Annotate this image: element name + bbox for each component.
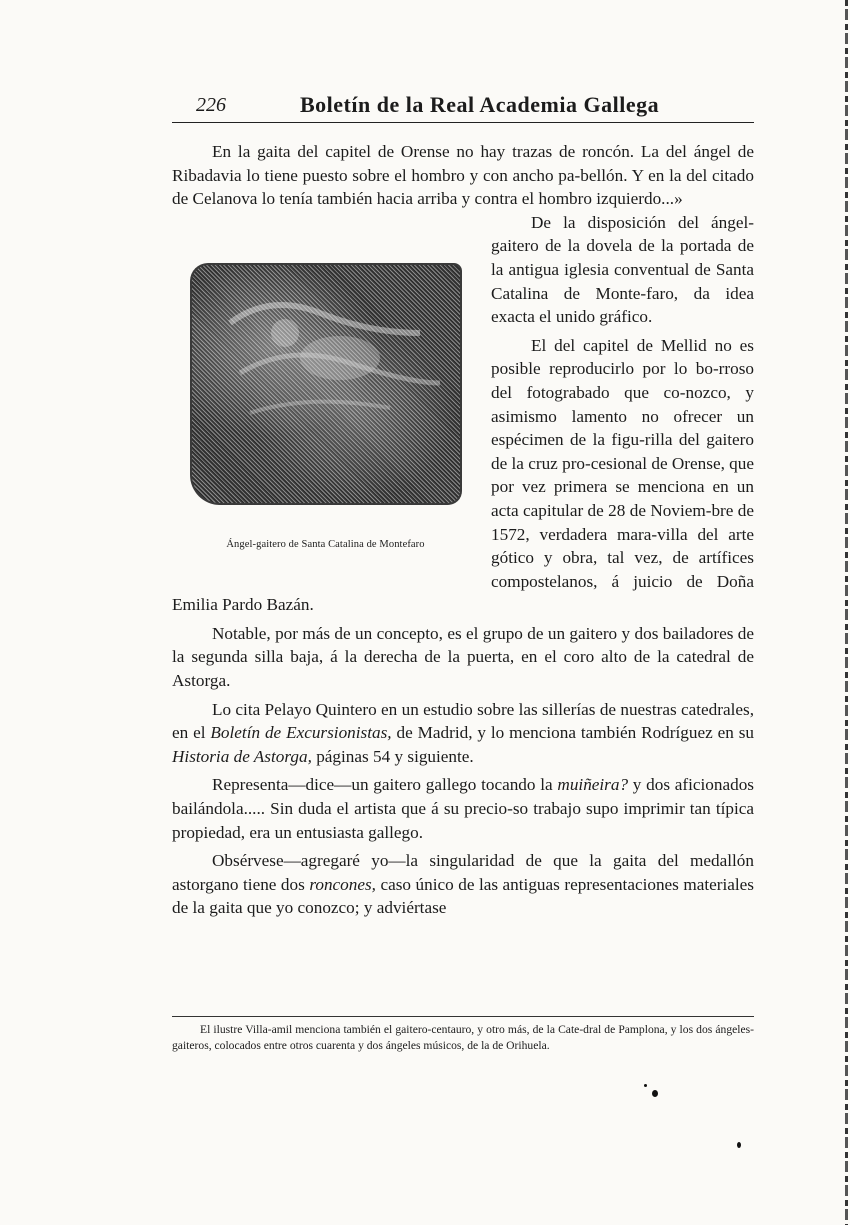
- historia-astorga-title: Historia de Astorga,: [172, 746, 312, 766]
- engraving-detail: [190, 263, 462, 505]
- paragraph-7-part-a: Obsérvese—agregaré yo—la singularidad de que la gaita del medallón astorgano tiene dos: [172, 851, 754, 894]
- paragraph-6: [172, 773, 754, 844]
- header-rule: [172, 122, 754, 123]
- paragraph-1: En la gaita del capitel de Orense no hay trazas de roncón. La del ángel de Ribadavia lo tiene puesto sobre el hombro y con ancho pa-bellón. Y en la del citado de Celanova lo tenía también hacia arriba y contra el hombro izquierdo...»: [172, 142, 754, 209]
- boletin-excursionistas-title: Boletín de Excursionistas,: [210, 723, 392, 743]
- footnote: El ilustre Villa-amil menciona también el gaitero-centauro, y otro más, de la Cate-dral de Pamplona, y los dos ángeles-gaiteros, colocados entre otros cuarenta y dos ángeles músicos, de la de Orihuela.: [172, 1023, 754, 1053]
- paragraph-7-part-c: caso único de las antiguas representaciones materiales de la gaita que yo conozco; y adviértase: [172, 874, 754, 918]
- page-header: [172, 92, 754, 122]
- paragraph-5-part-e: páginas 54 y siguiente.: [311, 746, 474, 766]
- footnote-rule: [172, 1016, 754, 1017]
- paragraph-6-part-a: Representa—dice—un gaitero gallego tocando la: [212, 775, 558, 795]
- ink-speck: [652, 1090, 658, 1097]
- paragraph-5: [172, 698, 754, 769]
- paragraph-7: [172, 849, 754, 920]
- page-edge: [845, 0, 848, 1225]
- figure-caption: Ángel-gaitero de Santa Catalina de Montefaro: [226, 538, 425, 550]
- running-title: Boletín de la Real Academia Gallega: [300, 92, 660, 117]
- paragraph-5-part-c: de Madrid, y lo menciona también Rodríguez en su: [391, 723, 754, 743]
- figure: [168, 211, 483, 573]
- ink-speck: [644, 1084, 647, 1087]
- paragraph-3: El del capitel de Mellid no es posible reproducirlo por lo bo-rroso del fotograbado que co-nozco, y asimismo lamento no ofrecer un espécimen de la figu-rilla del gaitero de la cruz pro-cesional de Orense, que por vez primera se menciona en un acta capitular de 28 de Noviem-bre de 1572, verdadera mara-villa del arte gótico y obra, tal vez, de artífices compostelanos, á juicio de Doña Emilia Pardo Bazán.: [172, 335, 754, 615]
- engraving-image: [190, 263, 462, 505]
- paragraph-6-part-c: y dos aficionados bailándola..... Sin duda el artista que á su precio-so trabajo supo imprimir tan típica propiedad, era un entusiasta gallego.: [172, 775, 754, 842]
- paragraph-5-part-a: Lo cita Pelayo Quintero en un estudio sobre las sillerías de nuestras catedrales, en el: [172, 699, 754, 743]
- page-number: 226: [196, 94, 226, 116]
- body-text: [172, 140, 754, 920]
- paragraph-4: Notable, por más de un concepto, es el grupo de un gaitero y dos bailadores de la segunda silla baja, á la derecha de la puerta, en el coro alto de la catedral de Astorga.: [172, 623, 754, 691]
- paragraph-2: De la disposición del ángel-gaitero de la dovela de la portada de la antigua iglesia conventual de Santa Catalina de Monte-faro, da idea exacta el unido gráfico.: [491, 212, 754, 327]
- roncones-term: roncones,: [309, 874, 376, 894]
- muineira-term: muiñeira?: [557, 775, 629, 795]
- ink-speck: [737, 1142, 741, 1148]
